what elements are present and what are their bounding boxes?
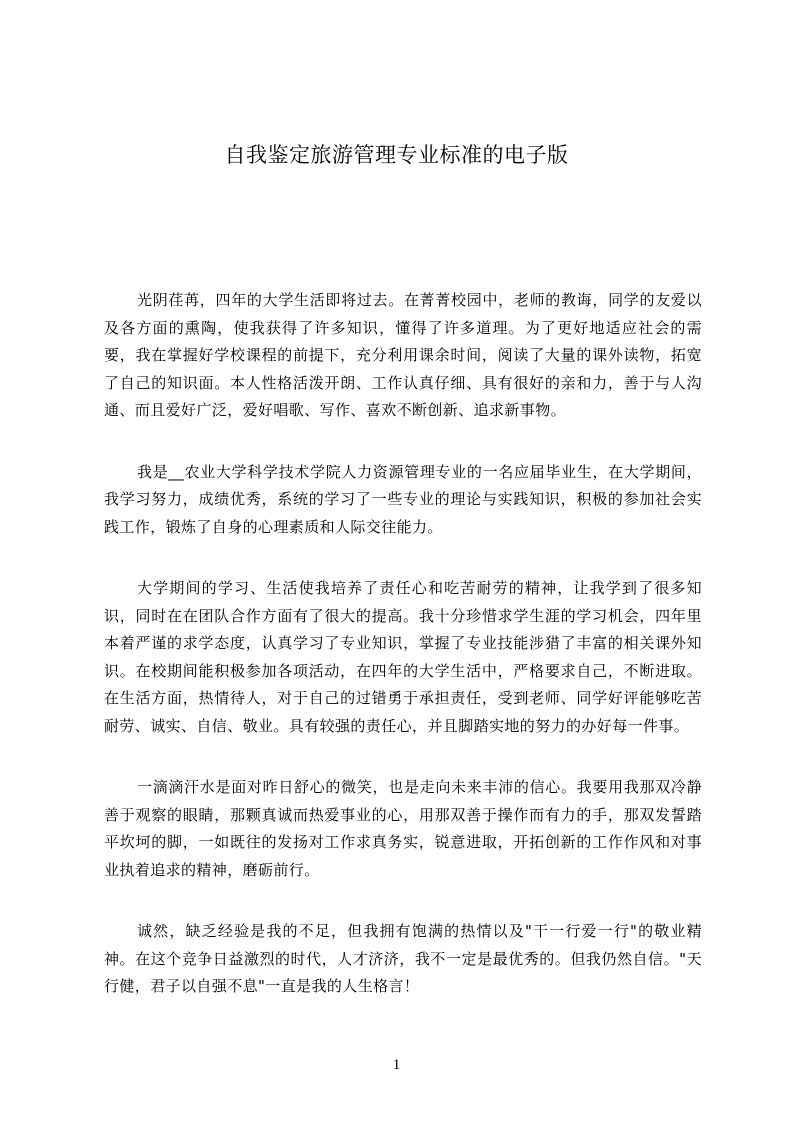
page-number: 1	[392, 1057, 401, 1073]
document-body	[104, 287, 702, 1035]
paragraph-4: 一滴滴汗水是面对昨日舒心的微笑，也是走向未来丰沛的信心。我要用我那双冷静善于观察的眼睛，那颗真诚而热爱事业的心，用那双善于操作而有力的手，那双发誓踏平坎坷的脚，一如既往的发扬对工作求真务实，锐意进取，开拓创新的工作作风和对事业执着追求的精神，磨砺前行。	[104, 778, 702, 879]
paragraph-2: 我是__农业大学科学技术学院人力资源管理专业的一名应届毕业生，在大学期间，我学习努力，成绩优秀，系统的学习了一些专业的理论与实践知识，积极的参加社会实践工作，锻炼了自身的心理素质和人际交往能力。	[104, 462, 702, 536]
paragraph-5: 诚然，缺乏经验是我的不足，但我拥有饱满的热情以及"干一行爱一行"的敬业精神。在这个竞争日益激烈的时代，人才济济，我不一定是最优秀的。但我仍然自信。"天行健，君子以自强不息"一直是我的人生格言！	[104, 922, 702, 995]
document-title: 自我鉴定旅游管理专业标准的电子版	[224, 143, 569, 167]
paragraph-3: 大学期间的学习、生活使我培养了责任心和吃苦耐劳的精神，让我学到了很多知识，同时在在团队合作方面有了很大的提高。我十分珍惜求学生涯的学习机会，四年里本着严谨的求学态度，认真学习了专业知识，掌握了专业技能涉猎了丰富的相关课外知识。在校期间能积极参加各项活动，在四年的大学生活中，严格要求自己，不断进取。在生活方面，热情待人，对于自己的过错勇于承担责任，受到老师、同学好评能够吃苦耐劳、诚实、自信、敬业。具有较强的责任心，并且脚踏实地的努力的办好每一件事。	[104, 579, 702, 735]
paragraph-1: 光阴荏苒，四年的大学生活即将过去。在菁菁校园中，老师的教诲，同学的友爱以及各方面的熏陶，使我获得了许多知识，懂得了许多道理。为了更好地适应社会的需要，我在掌握好学校课程的前提下，充分利用课余时间，阅读了大量的课外读物，拓宽了自己的知识面。本人性格活泼开朗、工作认真仔细、具有很好的亲和力，善于与人沟通、而且爱好广泛，爱好唱歌、写作、喜欢不断创新、追求新事物。	[104, 291, 702, 419]
